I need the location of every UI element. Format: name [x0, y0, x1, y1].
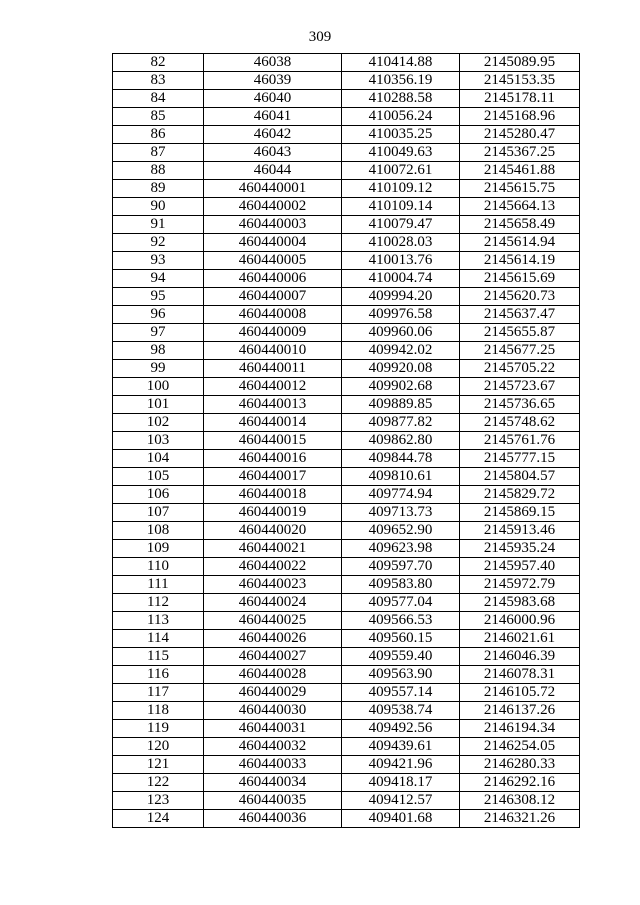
- coordinates-table-body: [113, 54, 580, 828]
- table-row: [113, 648, 580, 666]
- table-row: [113, 540, 580, 558]
- table-row: [113, 522, 580, 540]
- point-id-cell: 460440020: [204, 522, 342, 540]
- y-coordinate-cell: 2146292.16: [460, 774, 580, 792]
- y-coordinate-cell: 2145723.67: [460, 378, 580, 396]
- y-coordinate-cell: 2145615.69: [460, 270, 580, 288]
- y-coordinate-cell: 2146321.26: [460, 810, 580, 828]
- page-number: 309: [308, 29, 332, 45]
- x-coordinate-cell: 409401.68: [342, 810, 460, 828]
- x-coordinate-cell: 409566.53: [342, 612, 460, 630]
- y-coordinate-cell: 2145614.94: [460, 234, 580, 252]
- y-coordinate-cell: 2146000.96: [460, 612, 580, 630]
- point-id-cell: 460440029: [204, 684, 342, 702]
- point-number-cell: 114: [113, 630, 204, 648]
- x-coordinate-cell: 410028.03: [342, 234, 460, 252]
- table-row: [113, 342, 580, 360]
- point-id-cell: 460440016: [204, 450, 342, 468]
- point-number-cell: 112: [113, 594, 204, 612]
- point-number-cell: 106: [113, 486, 204, 504]
- y-coordinate-cell: 2145655.87: [460, 324, 580, 342]
- point-number-cell: 110: [113, 558, 204, 576]
- y-coordinate-cell: 2145677.25: [460, 342, 580, 360]
- y-coordinate-cell: 2145983.68: [460, 594, 580, 612]
- point-id-cell: 460440026: [204, 630, 342, 648]
- point-id-cell: 46042: [204, 126, 342, 144]
- point-id-cell: 460440025: [204, 612, 342, 630]
- point-id-cell: 460440032: [204, 738, 342, 756]
- table-row: [113, 72, 580, 90]
- x-coordinate-cell: 409994.20: [342, 288, 460, 306]
- y-coordinate-cell: 2145153.35: [460, 72, 580, 90]
- point-number-cell: 100: [113, 378, 204, 396]
- table-row: [113, 198, 580, 216]
- table-row: [113, 108, 580, 126]
- point-id-cell: 460440004: [204, 234, 342, 252]
- point-id-cell: 460440023: [204, 576, 342, 594]
- y-coordinate-cell: 2145972.79: [460, 576, 580, 594]
- table-row: [113, 252, 580, 270]
- point-number-cell: 92: [113, 234, 204, 252]
- x-coordinate-cell: 410356.19: [342, 72, 460, 90]
- x-coordinate-cell: 409538.74: [342, 702, 460, 720]
- x-coordinate-cell: 409492.56: [342, 720, 460, 738]
- x-coordinate-cell: 409418.17: [342, 774, 460, 792]
- point-id-cell: 460440017: [204, 468, 342, 486]
- point-number-cell: 113: [113, 612, 204, 630]
- table-row: [113, 612, 580, 630]
- table-row: [113, 558, 580, 576]
- point-id-cell: 460440024: [204, 594, 342, 612]
- table-row: [113, 162, 580, 180]
- point-number-cell: 84: [113, 90, 204, 108]
- point-number-cell: 109: [113, 540, 204, 558]
- x-coordinate-cell: 409557.14: [342, 684, 460, 702]
- table-row: [113, 270, 580, 288]
- point-id-cell: 460440012: [204, 378, 342, 396]
- point-id-cell: 460440009: [204, 324, 342, 342]
- table-row: [113, 378, 580, 396]
- y-coordinate-cell: 2146046.39: [460, 648, 580, 666]
- point-number-cell: 103: [113, 432, 204, 450]
- point-id-cell: 460440006: [204, 270, 342, 288]
- table-row: [113, 774, 580, 792]
- point-number-cell: 89: [113, 180, 204, 198]
- y-coordinate-cell: 2145957.40: [460, 558, 580, 576]
- point-id-cell: 46041: [204, 108, 342, 126]
- y-coordinate-cell: 2145280.47: [460, 126, 580, 144]
- point-id-cell: 460440003: [204, 216, 342, 234]
- point-number-cell: 124: [113, 810, 204, 828]
- y-coordinate-cell: 2145705.22: [460, 360, 580, 378]
- y-coordinate-cell: 2145804.57: [460, 468, 580, 486]
- x-coordinate-cell: 409877.82: [342, 414, 460, 432]
- point-id-cell: 460440008: [204, 306, 342, 324]
- table-row: [113, 684, 580, 702]
- table-row: [113, 144, 580, 162]
- x-coordinate-cell: 409559.40: [342, 648, 460, 666]
- point-id-cell: 46038: [204, 54, 342, 72]
- point-id-cell: 460440013: [204, 396, 342, 414]
- table-row: [113, 54, 580, 72]
- x-coordinate-cell: 410109.12: [342, 180, 460, 198]
- point-number-cell: 90: [113, 198, 204, 216]
- table-row: [113, 216, 580, 234]
- y-coordinate-cell: 2145615.75: [460, 180, 580, 198]
- table-row: [113, 486, 580, 504]
- point-id-cell: 46039: [204, 72, 342, 90]
- point-id-cell: 460440019: [204, 504, 342, 522]
- y-coordinate-cell: 2146254.05: [460, 738, 580, 756]
- x-coordinate-cell: 409844.78: [342, 450, 460, 468]
- point-id-cell: 46040: [204, 90, 342, 108]
- x-coordinate-cell: 409810.61: [342, 468, 460, 486]
- point-id-cell: 460440007: [204, 288, 342, 306]
- point-id-cell: 460440034: [204, 774, 342, 792]
- point-id-cell: 460440001: [204, 180, 342, 198]
- y-coordinate-cell: 2145736.65: [460, 396, 580, 414]
- x-coordinate-cell: 409421.96: [342, 756, 460, 774]
- y-coordinate-cell: 2145620.73: [460, 288, 580, 306]
- point-number-cell: 120: [113, 738, 204, 756]
- point-id-cell: 460440011: [204, 360, 342, 378]
- point-number-cell: 123: [113, 792, 204, 810]
- table-row: [113, 414, 580, 432]
- point-number-cell: 107: [113, 504, 204, 522]
- table-row: [113, 720, 580, 738]
- x-coordinate-cell: 409583.80: [342, 576, 460, 594]
- point-number-cell: 83: [113, 72, 204, 90]
- y-coordinate-cell: 2146105.72: [460, 684, 580, 702]
- point-id-cell: 460440036: [204, 810, 342, 828]
- table-row: [113, 360, 580, 378]
- y-coordinate-cell: 2145913.46: [460, 522, 580, 540]
- point-id-cell: 460440021: [204, 540, 342, 558]
- x-coordinate-cell: 410109.14: [342, 198, 460, 216]
- y-coordinate-cell: 2145178.11: [460, 90, 580, 108]
- x-coordinate-cell: 409412.57: [342, 792, 460, 810]
- point-number-cell: 102: [113, 414, 204, 432]
- table-row: [113, 702, 580, 720]
- point-number-cell: 97: [113, 324, 204, 342]
- y-coordinate-cell: 2145777.15: [460, 450, 580, 468]
- point-id-cell: 460440035: [204, 792, 342, 810]
- y-coordinate-cell: 2145367.25: [460, 144, 580, 162]
- point-number-cell: 96: [113, 306, 204, 324]
- point-id-cell: 460440015: [204, 432, 342, 450]
- x-coordinate-cell: 409920.08: [342, 360, 460, 378]
- x-coordinate-cell: 410056.24: [342, 108, 460, 126]
- table-row: [113, 810, 580, 828]
- table-row: [113, 576, 580, 594]
- point-number-cell: 119: [113, 720, 204, 738]
- point-id-cell: 460440033: [204, 756, 342, 774]
- y-coordinate-cell: 2146308.12: [460, 792, 580, 810]
- x-coordinate-cell: 409976.58: [342, 306, 460, 324]
- table-row: [113, 450, 580, 468]
- y-coordinate-cell: 2145761.76: [460, 432, 580, 450]
- point-number-cell: 101: [113, 396, 204, 414]
- point-number-cell: 91: [113, 216, 204, 234]
- x-coordinate-cell: 410013.76: [342, 252, 460, 270]
- y-coordinate-cell: 2145614.19: [460, 252, 580, 270]
- point-number-cell: 82: [113, 54, 204, 72]
- x-coordinate-cell: 410414.88: [342, 54, 460, 72]
- y-coordinate-cell: 2146137.26: [460, 702, 580, 720]
- table-row: [113, 756, 580, 774]
- point-number-cell: 122: [113, 774, 204, 792]
- point-id-cell: 460440028: [204, 666, 342, 684]
- point-number-cell: 115: [113, 648, 204, 666]
- point-id-cell: 460440005: [204, 252, 342, 270]
- x-coordinate-cell: 409439.61: [342, 738, 460, 756]
- table-row: [113, 126, 580, 144]
- point-number-cell: 117: [113, 684, 204, 702]
- point-number-cell: 85: [113, 108, 204, 126]
- table-row: [113, 234, 580, 252]
- x-coordinate-cell: 409713.73: [342, 504, 460, 522]
- point-number-cell: 98: [113, 342, 204, 360]
- x-coordinate-cell: 410072.61: [342, 162, 460, 180]
- x-coordinate-cell: 410049.63: [342, 144, 460, 162]
- point-number-cell: 93: [113, 252, 204, 270]
- y-coordinate-cell: 2146194.34: [460, 720, 580, 738]
- point-number-cell: 116: [113, 666, 204, 684]
- point-number-cell: 95: [113, 288, 204, 306]
- x-coordinate-cell: 410004.74: [342, 270, 460, 288]
- y-coordinate-cell: 2145935.24: [460, 540, 580, 558]
- table-row: [113, 594, 580, 612]
- x-coordinate-cell: 409623.98: [342, 540, 460, 558]
- point-id-cell: 460440031: [204, 720, 342, 738]
- y-coordinate-cell: 2145869.15: [460, 504, 580, 522]
- point-number-cell: 108: [113, 522, 204, 540]
- table-row: [113, 738, 580, 756]
- y-coordinate-cell: 2145461.88: [460, 162, 580, 180]
- table-row: [113, 288, 580, 306]
- table-row: [113, 432, 580, 450]
- y-coordinate-cell: 2145168.96: [460, 108, 580, 126]
- y-coordinate-cell: 2145664.13: [460, 198, 580, 216]
- point-number-cell: 88: [113, 162, 204, 180]
- y-coordinate-cell: 2145089.95: [460, 54, 580, 72]
- x-coordinate-cell: 409563.90: [342, 666, 460, 684]
- x-coordinate-cell: 409862.80: [342, 432, 460, 450]
- x-coordinate-cell: 409774.94: [342, 486, 460, 504]
- y-coordinate-cell: 2145748.62: [460, 414, 580, 432]
- table-row: [113, 306, 580, 324]
- point-number-cell: 118: [113, 702, 204, 720]
- point-id-cell: 460440030: [204, 702, 342, 720]
- point-id-cell: 460440014: [204, 414, 342, 432]
- y-coordinate-cell: 2146280.33: [460, 756, 580, 774]
- point-id-cell: 460440018: [204, 486, 342, 504]
- x-coordinate-cell: 409597.70: [342, 558, 460, 576]
- table-row: [113, 90, 580, 108]
- y-coordinate-cell: 2145637.47: [460, 306, 580, 324]
- table-row: [113, 630, 580, 648]
- x-coordinate-cell: 409652.90: [342, 522, 460, 540]
- x-coordinate-cell: 409560.15: [342, 630, 460, 648]
- x-coordinate-cell: 409902.68: [342, 378, 460, 396]
- y-coordinate-cell: 2146078.31: [460, 666, 580, 684]
- point-number-cell: 94: [113, 270, 204, 288]
- x-coordinate-cell: 410079.47: [342, 216, 460, 234]
- x-coordinate-cell: 409942.02: [342, 342, 460, 360]
- coordinates-table: [112, 53, 580, 828]
- table-row: [113, 504, 580, 522]
- table-row: [113, 792, 580, 810]
- table-row: [113, 396, 580, 414]
- point-number-cell: 87: [113, 144, 204, 162]
- point-id-cell: 46043: [204, 144, 342, 162]
- x-coordinate-cell: 410035.25: [342, 126, 460, 144]
- y-coordinate-cell: 2146021.61: [460, 630, 580, 648]
- x-coordinate-cell: 409889.85: [342, 396, 460, 414]
- table-row: [113, 324, 580, 342]
- y-coordinate-cell: 2145829.72: [460, 486, 580, 504]
- table-row: [113, 468, 580, 486]
- point-id-cell: 460440027: [204, 648, 342, 666]
- point-id-cell: 460440002: [204, 198, 342, 216]
- x-coordinate-cell: 409960.06: [342, 324, 460, 342]
- point-number-cell: 105: [113, 468, 204, 486]
- point-number-cell: 121: [113, 756, 204, 774]
- point-number-cell: 104: [113, 450, 204, 468]
- point-id-cell: 46044: [204, 162, 342, 180]
- x-coordinate-cell: 410288.58: [342, 90, 460, 108]
- point-id-cell: 460440010: [204, 342, 342, 360]
- point-number-cell: 111: [113, 576, 204, 594]
- y-coordinate-cell: 2145658.49: [460, 216, 580, 234]
- point-id-cell: 460440022: [204, 558, 342, 576]
- x-coordinate-cell: 409577.04: [342, 594, 460, 612]
- point-number-cell: 99: [113, 360, 204, 378]
- table-row: [113, 180, 580, 198]
- point-number-cell: 86: [113, 126, 204, 144]
- table-row: [113, 666, 580, 684]
